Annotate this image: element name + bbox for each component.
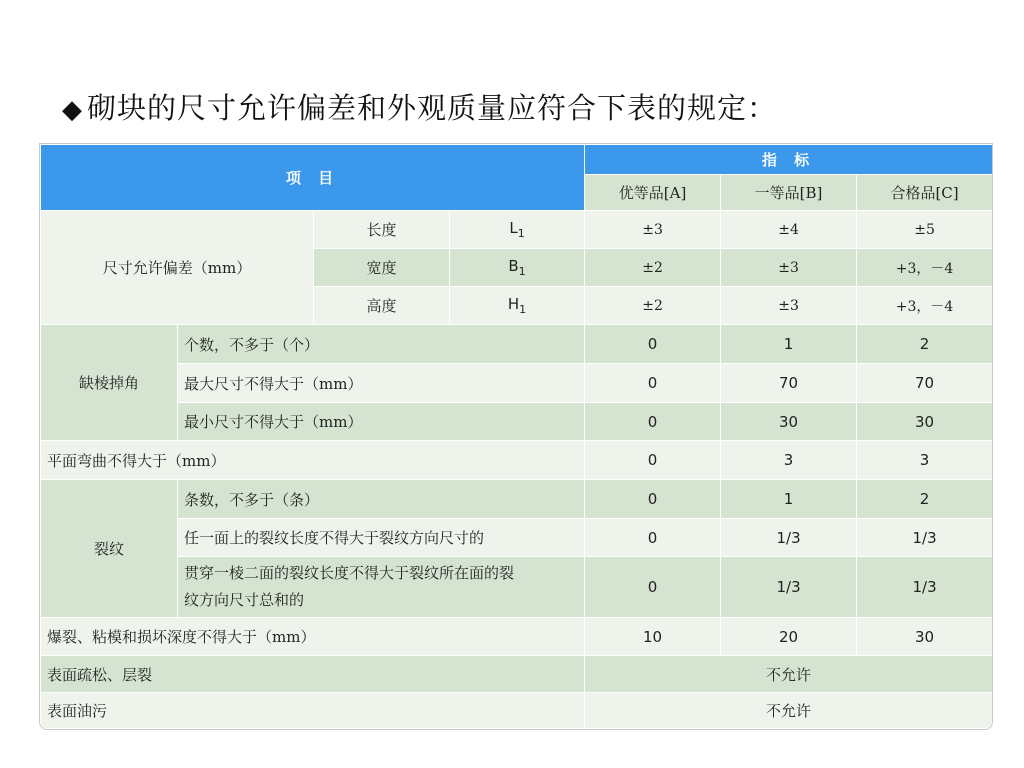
value-b: 3	[721, 441, 857, 480]
value-c: 30	[857, 618, 993, 656]
value-b: ±3	[721, 249, 857, 287]
value-b: 1	[721, 325, 857, 364]
value-c: 30	[857, 403, 993, 441]
value-b: ±3	[721, 287, 857, 325]
value-c: 2	[857, 480, 993, 519]
table-row	[41, 618, 993, 656]
table-row	[41, 693, 993, 729]
value-b: 1/3	[721, 557, 857, 618]
merged-value: 不允许	[585, 656, 993, 693]
cracks-label: 裂纹	[41, 480, 178, 618]
value-a: 10	[585, 618, 721, 656]
row-name: 条数，不多于（条）	[178, 480, 585, 519]
table-row	[41, 211, 993, 249]
row-symbol: $H_1$	[450, 287, 585, 325]
value-b: 70	[721, 364, 857, 403]
value-c: ±5	[857, 211, 993, 249]
spec-table	[40, 144, 993, 729]
row-name: 爆裂、粘模和损坏深度不得大于（mm）	[41, 618, 585, 656]
table-row	[41, 325, 993, 364]
row-name: 长度	[314, 211, 450, 249]
row-name: 表面疏松、层裂	[41, 656, 585, 693]
size-deviation-label: 尺寸允许偏差（mm）	[41, 211, 314, 325]
row-symbol: $L_1$	[450, 211, 585, 249]
row-name: 最小尺寸不得大于（mm）	[178, 403, 585, 441]
value-b: 30	[721, 403, 857, 441]
value-a: ±3	[585, 211, 721, 249]
diamond-bullet-icon: ◆	[62, 95, 83, 125]
value-b: 20	[721, 618, 857, 656]
value-c: 1/3	[857, 557, 993, 618]
row-name: 个数，不多于（个）	[178, 325, 585, 364]
row-name: 表面油污	[41, 693, 585, 729]
header-item: 项 目	[41, 145, 585, 211]
value-c: +3，－4	[857, 249, 993, 287]
row-name: 最大尺寸不得大于（mm）	[178, 364, 585, 403]
table-row	[41, 557, 993, 618]
value-a: 0	[585, 557, 721, 618]
value-c: 3	[857, 441, 993, 480]
corner-loss-label: 缺棱掉角	[41, 325, 178, 441]
value-a: 0	[585, 441, 721, 480]
value-c: +3，－4	[857, 287, 993, 325]
row-symbol: $B_1$	[450, 249, 585, 287]
header-grade-a: 优等品[A]	[585, 175, 721, 211]
value-b: ±4	[721, 211, 857, 249]
header-index: 指 标	[585, 145, 993, 175]
row-name: 高度	[314, 287, 450, 325]
spec-table-container	[39, 143, 993, 730]
table-row	[41, 364, 993, 403]
value-a: 0	[585, 519, 721, 557]
value-c: 70	[857, 364, 993, 403]
value-c: 2	[857, 325, 993, 364]
title-text: 砌块的尺寸允许偏差和外观质量应符合下表的规定：	[87, 91, 778, 125]
value-b: 1/3	[721, 519, 857, 557]
row-name: 平面弯曲不得大于（mm）	[41, 441, 585, 480]
value-a: ±2	[585, 249, 721, 287]
merged-value: 不允许	[585, 693, 993, 729]
page-title	[62, 86, 962, 127]
header-grade-c: 合格品[C]	[857, 175, 993, 211]
table-row	[41, 403, 993, 441]
row-name: 宽度	[314, 249, 450, 287]
value-a: ±2	[585, 287, 721, 325]
header-grade-b: 一等品[B]	[721, 175, 857, 211]
row-name: 任一面上的裂纹长度不得大于裂纹方向尺寸的	[178, 519, 585, 557]
row-name: 贯穿一棱二面的裂纹长度不得大于裂纹所在面的裂 纹方向尺寸总和的	[178, 557, 585, 618]
value-c: 1/3	[857, 519, 993, 557]
value-a: 0	[585, 403, 721, 441]
table-row	[41, 480, 993, 519]
value-b: 1	[721, 480, 857, 519]
table-row	[41, 519, 993, 557]
table-row	[41, 656, 993, 693]
table-row	[41, 441, 993, 480]
value-a: 0	[585, 325, 721, 364]
value-a: 0	[585, 480, 721, 519]
value-a: 0	[585, 364, 721, 403]
